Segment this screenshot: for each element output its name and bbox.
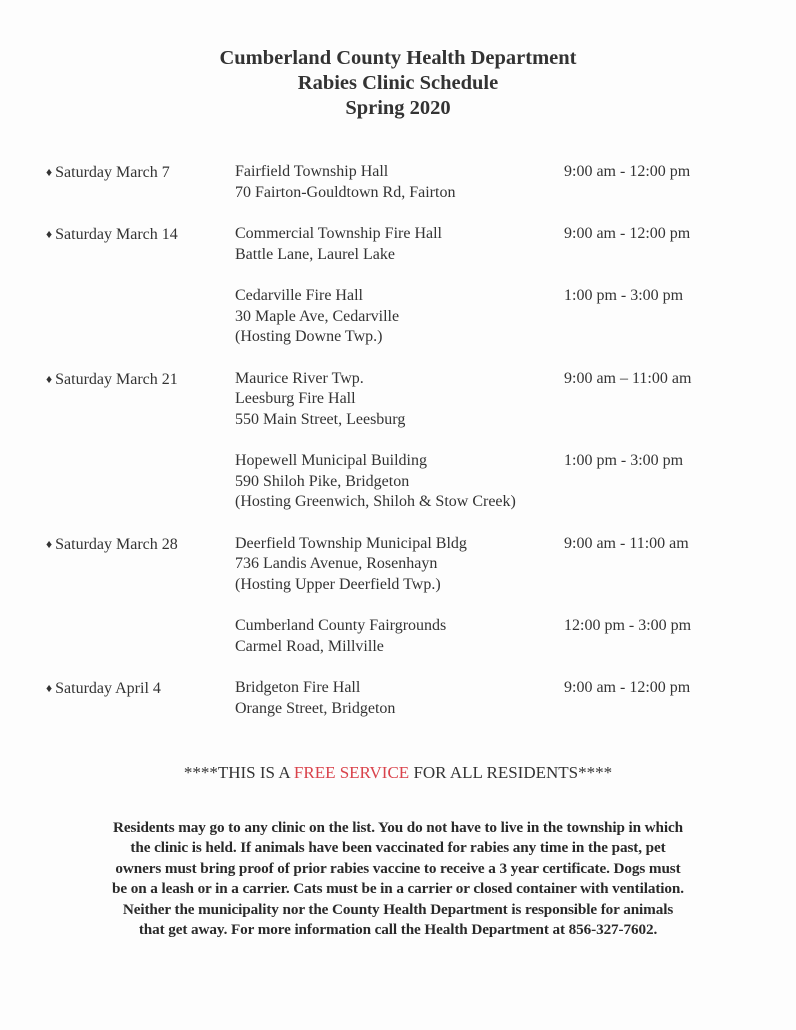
clinic-time: 9:00 am – 11:00 am (564, 369, 692, 387)
clinic-date: ♦ Saturday March 28 (46, 535, 178, 553)
location-name: Deerfield Township Municipal Bldg (235, 534, 467, 552)
clinic-time: 1:00 pm - 3:00 pm (564, 287, 684, 304)
location-name: Cedarville Fire Hall (235, 287, 363, 304)
notice-line: owners must bring proof of prior rabies vaccine to receive a 3 year certificate. Dogs must (115, 859, 681, 877)
clinic-time: 9:00 am - 12:00 pm (564, 163, 691, 180)
schedule-entry (46, 616, 746, 657)
location-name: Fairfield Township Hall (235, 163, 389, 180)
clinic-date: ♦ Saturday March 7 (46, 164, 170, 181)
clinic-location (235, 369, 555, 431)
location-note: (Hosting Downe Twp.) (235, 328, 383, 345)
clinic-time: 9:00 am - 12:00 pm (564, 679, 691, 696)
notice-line: Residents may go to any clinic on the list. You do not have to live in the township in which (113, 819, 683, 836)
location-name: Hopewell Municipal Building (235, 452, 427, 469)
clinic-location (235, 224, 555, 265)
location-address: 70 Fairton-Gouldtown Rd, Fairton (235, 183, 456, 201)
notice-line: the clinic is held. If animals have been vaccinated for rabies any time in the past, pet (130, 839, 666, 857)
clinic-time: 12:00 pm - 3:00 pm (564, 617, 692, 634)
location-address: Orange Street, Bridgeton (235, 699, 396, 717)
location-note: (Hosting Upper Deerfield Twp.) (235, 575, 441, 593)
document-header (0, 46, 796, 121)
clinic-location (235, 451, 555, 513)
location-address: Carmel Road, Millville (235, 637, 384, 655)
notice-line: Neither the municipality nor the County Health Department is responsible for animals (122, 900, 674, 918)
location-name-secondary: Leesburg Fire Hall (235, 390, 356, 407)
free-service-prefix: ****THIS IS A (183, 763, 294, 782)
schedule-entry (46, 369, 746, 431)
residents-notice (30, 818, 766, 940)
schedule-entry (46, 224, 746, 265)
diamond-bullet-icon: ♦ (46, 371, 53, 386)
header-season: Spring 2020 (345, 97, 451, 119)
clinic-time: 9:00 am - 11:00 am (564, 534, 689, 552)
notice-line: be on a leash or in a carrier. Cats must be in a carrier or closed container with ventilation. (112, 880, 684, 898)
schedule-entry (46, 534, 746, 596)
location-name: Commercial Township Fire Hall (235, 225, 442, 242)
location-address: 550 Main Street, Leesburg (235, 410, 406, 428)
free-service-banner (0, 763, 796, 783)
clinic-location (235, 678, 555, 719)
clinic-time: 9:00 am - 12:00 pm (564, 225, 691, 242)
diamond-bullet-icon: ♦ (46, 165, 53, 179)
location-note: (Hosting Greenwich, Shiloh & Stow Creek) (235, 493, 516, 510)
schedule-entry (46, 286, 746, 348)
clinic-date: ♦ Saturday April 4 (46, 680, 161, 697)
location-address: 736 Landis Avenue, Rosenhayn (235, 555, 438, 572)
schedule-entry (46, 678, 746, 719)
location-address: 30 Maple Ave, Cedarville (235, 307, 400, 325)
location-name: Maurice River Twp. (235, 369, 364, 387)
clinic-date: ♦ Saturday March 14 (46, 226, 178, 243)
clinic-location (235, 162, 555, 203)
clinic-location (235, 616, 555, 657)
clinic-time: 1:00 pm - 3:00 pm (564, 452, 684, 469)
diamond-bullet-icon: ♦ (46, 536, 53, 551)
header-title: Rabies Clinic Schedule (297, 72, 499, 94)
clinic-location (235, 534, 555, 596)
location-address: Battle Lane, Laurel Lake (235, 245, 395, 263)
schedule-entry (46, 451, 746, 513)
free-service-suffix: FOR ALL RESIDENTS**** (409, 763, 613, 782)
location-name: Cumberland County Fairgrounds (235, 617, 447, 634)
location-address: 590 Shiloh Pike, Bridgeton (235, 472, 410, 490)
diamond-bullet-icon: ♦ (46, 681, 53, 695)
schedule-entry (46, 162, 746, 203)
clinic-schedule (46, 162, 746, 719)
clinic-date: ♦ Saturday March 21 (46, 370, 178, 388)
location-name: Bridgeton Fire Hall (235, 679, 361, 696)
clinic-location (235, 286, 555, 348)
diamond-bullet-icon: ♦ (46, 227, 53, 241)
header-organization: Cumberland County Health Department (219, 47, 577, 69)
free-service-highlight: FREE SERVICE (293, 763, 410, 782)
notice-line: that get away. For more information call the Health Department at 856-327-7602. (138, 921, 658, 939)
